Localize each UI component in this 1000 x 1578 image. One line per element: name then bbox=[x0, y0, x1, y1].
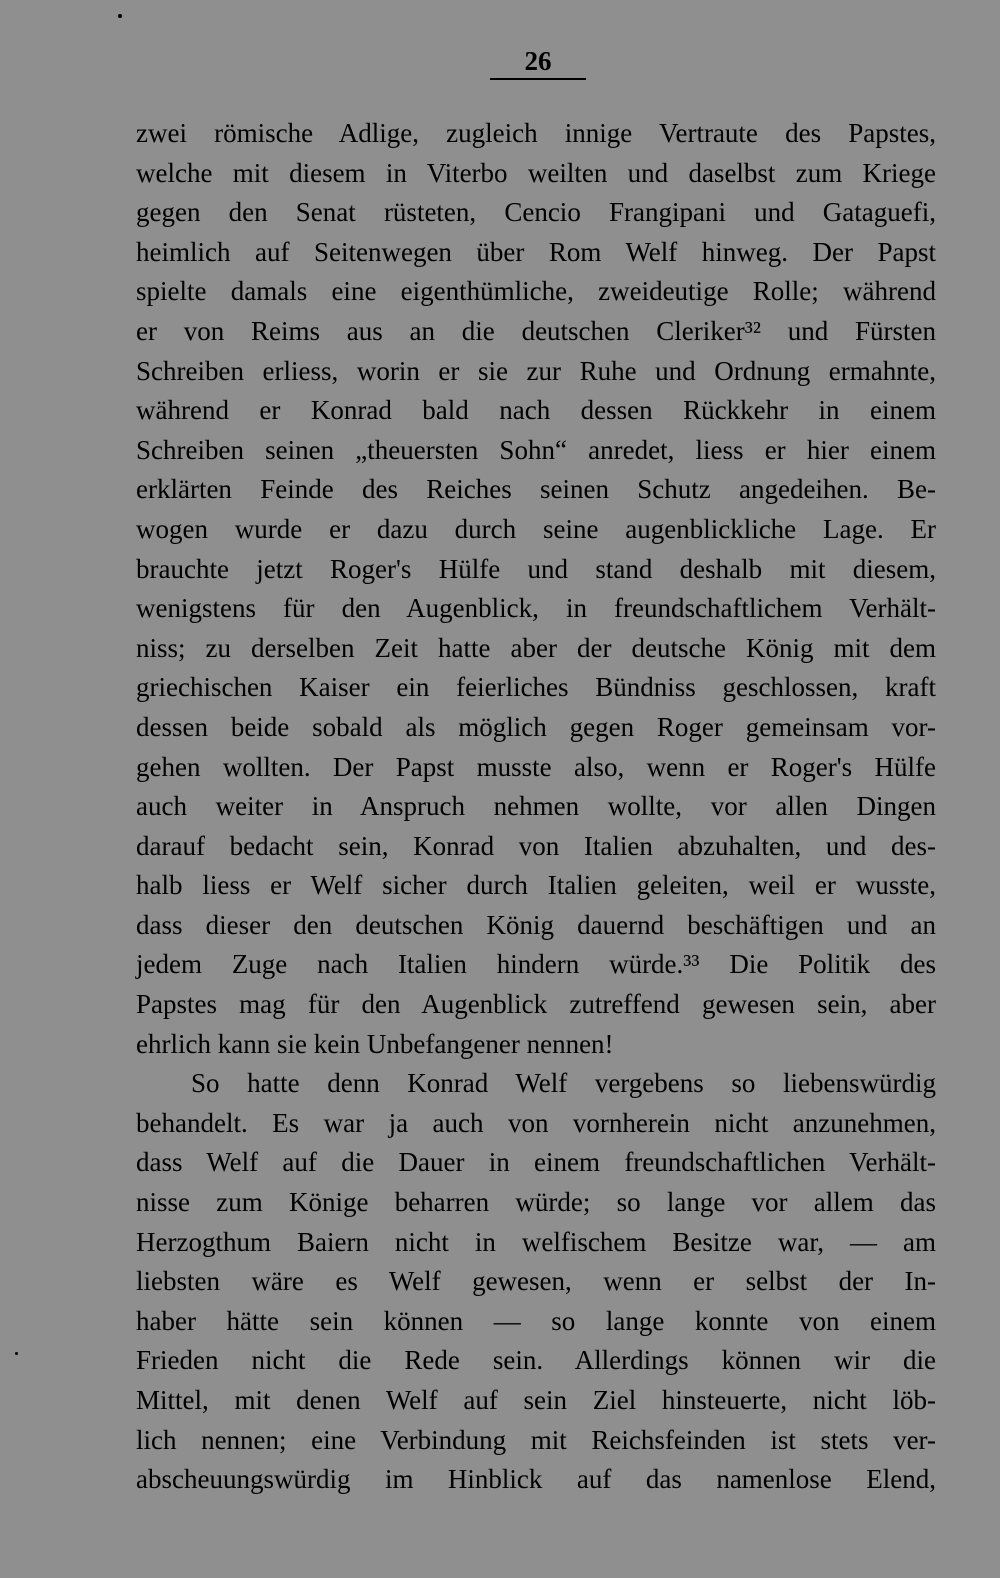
text-line: wenigstens für den Augenblick, in freundschaftlichem Verhält- bbox=[136, 593, 936, 624]
text-line: während er Konrad bald nach dessen Rückkehr in einem bbox=[136, 395, 936, 426]
text-line: heimlich auf Seitenwegen über Rom Welf hinweg. Der Papst bbox=[136, 236, 936, 267]
text-line: jedem Zuge nach Italien hindern würde.³³ Die Politik des bbox=[136, 949, 936, 980]
print-speck bbox=[15, 1352, 18, 1355]
text-line: nisse zum Könige beharren würde; so lange vor allem das bbox=[136, 1187, 936, 1218]
text-line: darauf bedacht sein, Konrad von Italien abzuhalten, und des- bbox=[136, 830, 936, 861]
text-line: er von Reims aus an die deutschen Cleriker³² und Fürsten bbox=[136, 315, 936, 346]
text-line: abscheuungswürdig im Hinblick auf das namenlose Elend, bbox=[136, 1464, 936, 1495]
text-line: zwei römische Adlige, zugleich innige Vertraute des Papstes, bbox=[136, 118, 936, 148]
text-line: halb liess er Welf sicher durch Italien geleiten, weil er wusste, bbox=[136, 870, 936, 901]
body-text bbox=[136, 114, 936, 1500]
text-line: welche mit diesem in Viterbo weilten und daselbst zum Kriege bbox=[136, 157, 936, 188]
text-line: behandelt. Es war ja auch von vornherein nicht anzunehmen, bbox=[136, 1107, 936, 1138]
text-line: spielte damals eine eigenthümliche, zweideutige Rolle; während bbox=[136, 276, 936, 307]
text-line: brauchte jetzt Roger's Hülfe und stand deshalb mit diesem, bbox=[136, 553, 936, 584]
text-line: dass Welf auf die Dauer in einem freundschaftlichen Verhält- bbox=[136, 1147, 936, 1178]
print-speck bbox=[118, 14, 122, 18]
text-line: erklärten Feinde des Reiches seinen Schutz angedeihen. Be- bbox=[136, 474, 936, 505]
paragraph-first-line: So hatte denn Konrad Welf vergebens so liebenswürdig bbox=[191, 1068, 936, 1099]
text-line: gehen wollten. Der Papst musste also, wenn er Roger's Hülfe bbox=[136, 751, 936, 782]
text-line: haber hätte sein können — so lange konnte von einem bbox=[136, 1305, 936, 1336]
text-line: griechischen Kaiser ein feierliches Bündniss geschlossen, kraft bbox=[136, 672, 936, 703]
text-line: dass dieser den deutschen König dauernd beschäftigen und an bbox=[136, 909, 936, 940]
text-line: auch weiter in Anspruch nehmen wollte, vor allen Dingen bbox=[136, 791, 936, 822]
paragraph-last-line: ehrlich kann sie kein Unbefangener nennen! bbox=[136, 1028, 614, 1059]
text-line: Papstes mag für den Augenblick zutreffend gewesen sein, aber bbox=[136, 989, 936, 1020]
text-line: dessen beide sobald als möglich gegen Roger gemeinsam vor- bbox=[136, 711, 936, 742]
text-line: lich nennen; eine Verbindung mit Reichsfeinden ist stets ver- bbox=[136, 1424, 936, 1455]
text-line: Schreiben erliess, worin er sie zur Ruhe und Ordnung ermahnte, bbox=[136, 355, 936, 386]
text-line: Schreiben seinen „theuersten Sohn“ anredet, liess er hier einem bbox=[136, 434, 936, 465]
text-line: liebsten wäre es Welf gewesen, wenn er selbst der In- bbox=[136, 1266, 936, 1297]
text-line: wogen wurde er dazu durch seine augenblickliche Lage. Er bbox=[136, 513, 936, 544]
text-line: niss; zu derselben Zeit hatte aber der deutsche König mit dem bbox=[136, 632, 936, 663]
text-line: Herzogthum Baiern nicht in welfischem Besitze war, — am bbox=[136, 1226, 936, 1257]
text-line: gegen den Senat rüsteten, Cencio Frangipani und Gataguefi, bbox=[136, 197, 936, 228]
text-line: Frieden nicht die Rede sein. Allerdings können wir die bbox=[136, 1345, 936, 1376]
text-line: Mittel, mit denen Welf auf sein Ziel hinsteuerte, nicht löb- bbox=[136, 1385, 936, 1415]
page-number: 26 bbox=[490, 44, 586, 80]
